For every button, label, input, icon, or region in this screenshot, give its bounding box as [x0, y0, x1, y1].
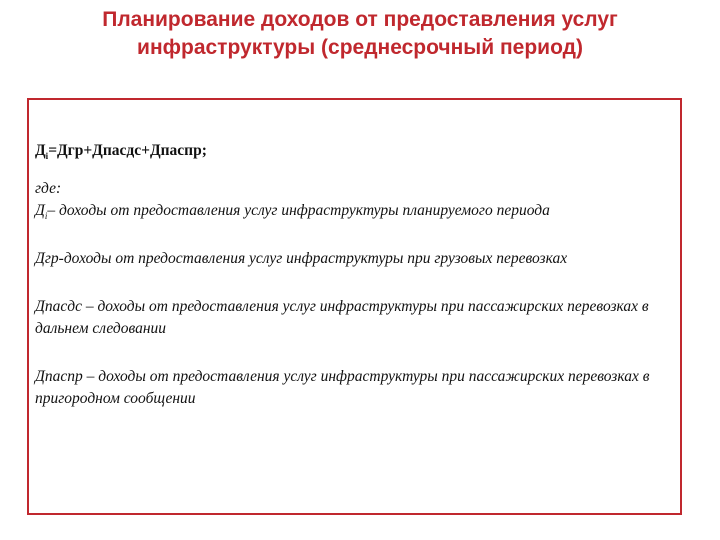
definition-symbol-subscript: i — [44, 211, 48, 222]
formula-lhs: Д — [35, 142, 46, 159]
content-body — [35, 140, 665, 436]
definition-income-total — [35, 178, 665, 222]
definition-freight-income: Дгр-доходы от предоставления услуг инфраструктуры при грузовых перевозках — [35, 250, 568, 267]
definition-suburban-income: Дпаспр – доходы от предоставления услуг инфраструктуры при пассажирских перевозках в пригородном сообщении — [35, 368, 650, 407]
income-formula — [35, 140, 665, 162]
formula-lhs-subscript: i — [45, 151, 49, 162]
formula-rhs: =Дгр+Дпасдс+Дпаспр; — [48, 142, 207, 159]
slide-title: Планирование доходов от предоставления услуг инфраструктуры (среднесрочный период) — [102, 8, 618, 59]
definition-long-distance-income: Дпасдс – доходы от предоставления услуг инфраструктуры при пассажирских перевозках в дальнем следовании — [35, 298, 649, 337]
where-label: где: — [35, 180, 62, 197]
definition-text: – доходы от предоставления услуг инфраструктуры планируемого периода — [47, 202, 550, 219]
definition-symbol: Д — [35, 202, 45, 219]
content-box — [27, 98, 682, 515]
